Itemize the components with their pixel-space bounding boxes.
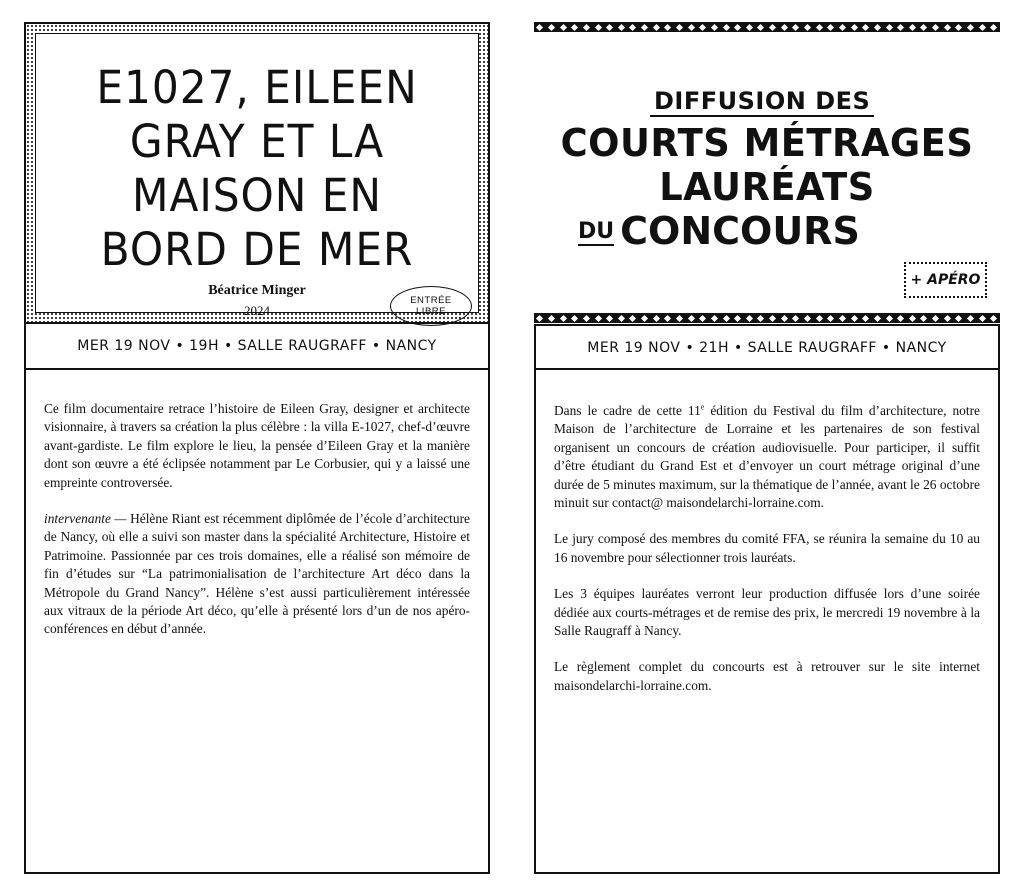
film-title-line: GRAY ET LA (129, 115, 385, 168)
film-header-inner (35, 33, 479, 318)
film-title (49, 61, 464, 277)
contest-paragraph-2: Le jury composé des membres du comité FFA, se réunira la semaine du 10 au 16 novembre pour sélectionner trois lauréats. (554, 531, 980, 565)
contest-title-line-2: COURTS MÉTRAGES (560, 121, 974, 165)
decorative-border-bottom (534, 313, 1000, 323)
ordinal-superscript: e (700, 402, 705, 412)
speaker-bio-text: Hélène Riant est récemment diplômée de l’école d’architecture de Nancy, où elle a suivi son master dans la spécialité Architecture, Histoire et Patrimoine. Passionnée par ces trois domaines, elle a réalisé son mémoire de fin d’études sur “La patrimonialisation de l’architecture Art déco dans la Métropole du Grand Nancy”. Hélène s’est aussi particulièrement intéressée aux vitraux de la période Art déco, qu’elle à présenté lors d’un de nos apéro-conférences en début d’année. (44, 511, 470, 637)
contest-paragraph-3: Les 3 équipes lauréates verront leur production diffusée lors d’une soirée dédiée aux courts-métrages et de remise des prix, le mercredi 19 novembre à la Salle Raugraff à Nancy. (554, 586, 980, 639)
badge-line: LIBRE (416, 306, 446, 317)
contest-paragraph-4: Le règlement complet du concourts est à retrouver sur le site internet maisondelarchi-lorraine.com. (554, 659, 980, 693)
film-title-line: MAISON EN (132, 169, 382, 222)
badge-line: ENTRÉE (410, 295, 452, 306)
contest-p1-start: Dans le cadre de cette 11 (554, 403, 701, 418)
film-synopsis: Ce film documentaire retrace l’histoire de Eileen Gray, designer et architecte visionnaire, à travers sa création la plus célèbre : la villa E-1027, chef-d’œuvre avant-gardiste. Le film explore le lieu, la pensée d’Eileen Gray et la manière dont son œuvre a été éclipsée notamment par Le Corbusier, qui y a laissé une empreinte controversée. (44, 401, 470, 490)
contest-paragraph-1 (554, 402, 980, 512)
contest-title-du: DU (578, 219, 615, 244)
decorative-border-top (534, 22, 1000, 32)
contest-title-concours: CONCOURS (620, 209, 860, 253)
film-director: Béatrice Minger (208, 283, 306, 298)
speaker-role: intervenante — (44, 511, 127, 527)
speaker-bio (44, 510, 470, 639)
film-schedule-info: MER 19 NOV • 19H • SALLE RAUGRAFF • NANCY (24, 324, 490, 370)
apero-badge: + APÉRO (904, 262, 987, 298)
contest-title-line-3: LAURÉATS (659, 165, 875, 209)
film-description (24, 370, 490, 874)
free-entry-badge (390, 286, 472, 326)
contest-title-line-4 (578, 209, 860, 253)
film-title-line: BORD DE MER (100, 223, 414, 276)
film-title-line: E1027, EILEEN (96, 61, 418, 114)
film-header-frame (24, 22, 490, 324)
film-year: 2024 (244, 303, 270, 318)
contest-p1-rest: édition du Festival du film d’architecture, notre Maison de l’architecture de Lorraine et les partenaires de son festival organisent un concours de création audiovisuelle. Pour participer, il suffit d’être étudiant du Grand Est et d’envoyer un court métrage original d’une durée de 5 minutes maximum, sur la thématique de l’année, avant le 26 octobre minuit sur contact@ maisondelarchi-lorraine.com. (554, 403, 980, 511)
contest-title-line-1: DIFFUSION DES (650, 88, 874, 117)
contest-description (534, 370, 1000, 874)
contest-schedule-info: MER 19 NOV • 21H • SALLE RAUGRAFF • NANCY (534, 324, 1000, 370)
